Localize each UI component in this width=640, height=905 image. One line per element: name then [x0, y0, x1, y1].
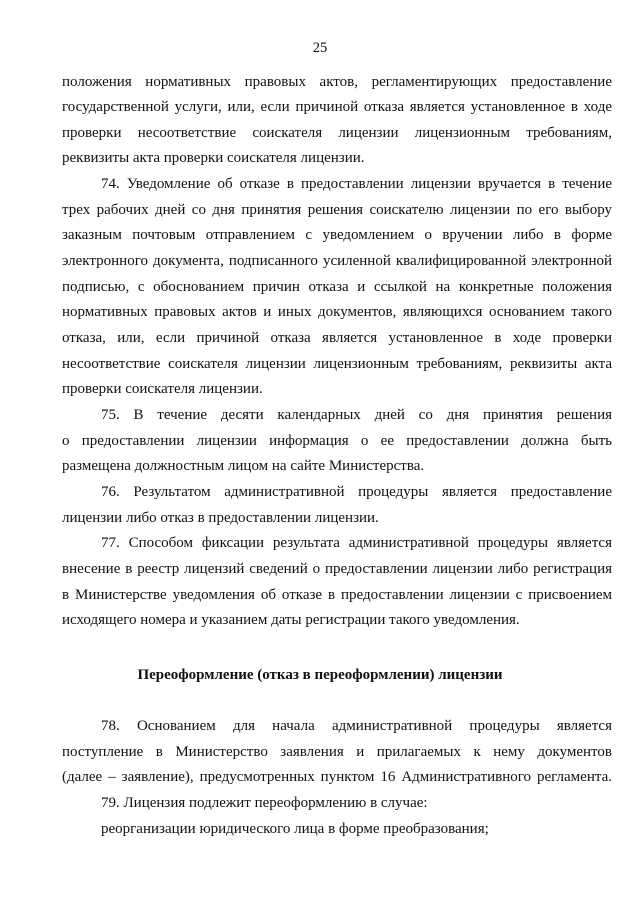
paragraph-line: реквизиты акта проверки соискателя лицензии.	[62, 150, 365, 166]
paragraph-77-line: 77. Способом фиксации результата административной процедуры является	[101, 535, 612, 551]
paragraph-75-line: 75. В течение десяти календарных дней со дня принятия решения	[101, 407, 612, 423]
paragraph-74-line: проверки соискателя лицензии.	[62, 381, 263, 397]
paragraph-75-line: размещена должностным лицом на сайте Министерства.	[62, 458, 425, 474]
paragraph-line: проверки несоответствие соискателя лицензии лицензионным требованиям,	[62, 125, 612, 141]
paragraph-74-line: нормативных правовых актов и иных документов, являющихся основанием такого	[62, 304, 612, 320]
paragraph-78-line: поступление в Министерство заявления и прилагаемых к нему документов	[62, 744, 612, 760]
paragraph-77-line: внесение в реестр лицензий сведений о предоставлении лицензии либо регистрация	[62, 561, 612, 577]
paragraph-78-line: 78. Основанием для начала административной процедуры является	[101, 718, 612, 734]
section-heading: Переоформление (отказ в переоформлении) лицензии	[137, 667, 503, 683]
paragraph-74-line: подписью, с обоснованием причин отказа и ссылкой на конкретные положения	[62, 279, 612, 295]
paragraph-78-line: (далее – заявление), предусмотренных пунктом 16 Административного регламента.	[62, 769, 612, 785]
paragraph-line: государственной услуги, или, если причиной отказа является установленное в ходе	[62, 99, 612, 115]
paragraph-74-line: несоответствие соискателя лицензии лицензионным требованиям, реквизиты акта	[62, 356, 612, 372]
paragraph-74-line: отказа, или, если причиной отказа является установленное в ходе проверки	[62, 330, 612, 346]
page-number: 25	[312, 40, 328, 56]
paragraph-79-line: 79. Лицензия подлежит переоформлению в случае:	[101, 795, 428, 811]
paragraph-74-line: трех рабочих дней со дня принятия решения соискателю лицензии по его выбору	[62, 202, 612, 218]
paragraph-line: положения нормативных правовых актов, регламентирующих предоставление	[62, 74, 612, 90]
paragraph-75-line: о предоставлении лицензии информация о ее предоставлении должна быть	[62, 433, 612, 449]
paragraph-77-line: исходящего номера и указанием даты регистрации такого уведомления.	[62, 612, 520, 628]
paragraph-76-line: 76. Результатом административной процедуры является предоставление	[101, 484, 612, 500]
paragraph-74-line: 74. Уведомление об отказе в предоставлении лицензии вручается в течение	[101, 176, 612, 192]
paragraph-74-line: электронного документа, подписанного усиленной квалифицированной электронной	[62, 253, 612, 269]
list-item-line: реорганизации юридического лица в форме преобразования;	[101, 821, 489, 837]
paragraph-77-line: в Министерстве уведомления об отказе в предоставлении лицензии с присвоением	[62, 587, 612, 603]
paragraph-76-line: лицензии либо отказ в предоставлении лицензии.	[62, 510, 379, 526]
paragraph-74-line: заказным почтовым отправлением с уведомлением о вручении либо в форме	[62, 227, 612, 243]
